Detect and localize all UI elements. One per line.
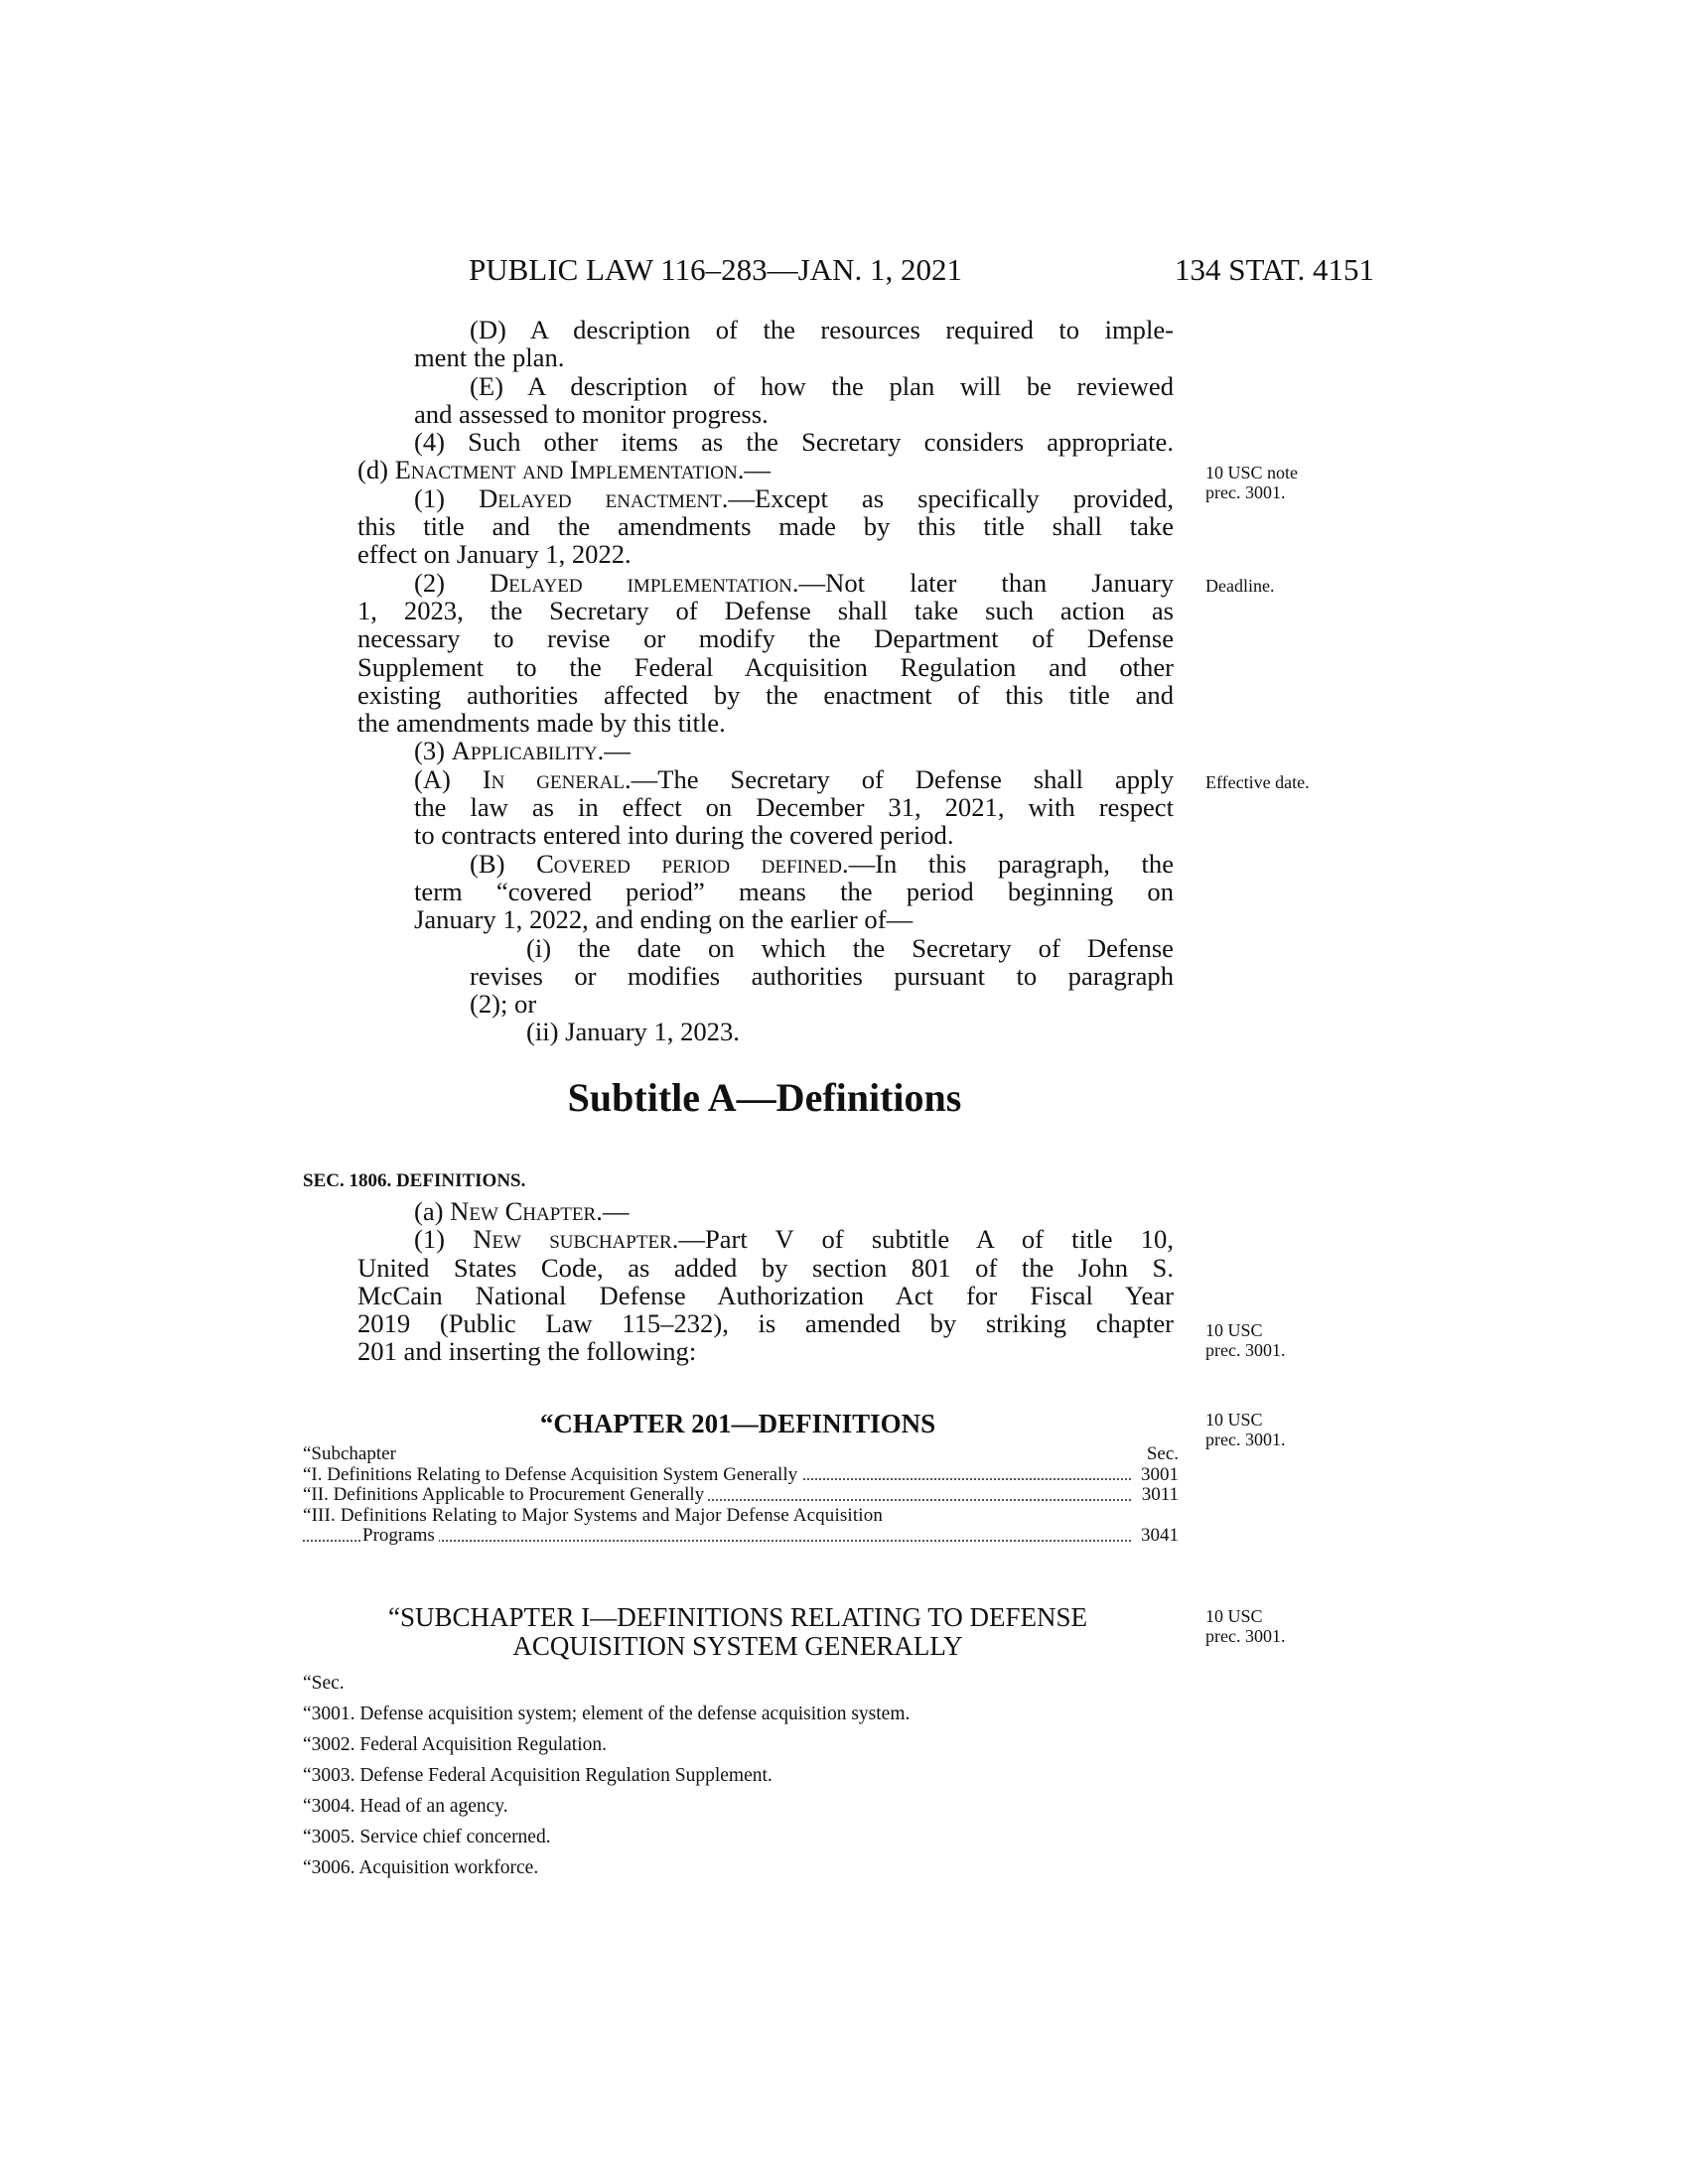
- margin-note-line: prec. 3001.: [1205, 1626, 1286, 1646]
- subchapter-title: [298, 1603, 1178, 1661]
- text-line: McCain National Defense Authorization Act for Fiscal Year: [357, 1280, 1174, 1310]
- margin-note-line: 10 USC: [1205, 1410, 1263, 1430]
- margin-note-line: 10 USC: [1205, 1320, 1263, 1340]
- text-line: (1) New subchapter.—Part V of subtitle A of title 10,: [414, 1224, 1174, 1255]
- text-line: and assessed to monitor progress.: [414, 398, 769, 429]
- header-stat-page: 134 STAT. 4151: [1174, 252, 1374, 287]
- subtitle-heading: Subtitle A—Definitions: [567, 1075, 962, 1120]
- heading-d: (d) Enactment and Implementation.—: [357, 455, 772, 485]
- section-list-item: “3001. Defense acquisition system; element of the defense acquisition system.: [303, 1704, 911, 1724]
- text-line: this title and the amendments made by this title shall take: [357, 511, 1174, 542]
- toc-header: [303, 1444, 1179, 1465]
- toc-row: [303, 1526, 1179, 1547]
- subchapter-title-line: “SUBCHAPTER I—DEFINITIONS RELATING TO DEFENSE: [387, 1602, 1087, 1632]
- text-line: (4) Such other items as the Secretary considers appropriate.: [414, 427, 1174, 458]
- section-list-item: “3003. Defense Federal Acquisition Regulation Supplement.: [303, 1765, 773, 1786]
- margin-note-line: prec. 3001.: [1205, 1430, 1286, 1449]
- text-line: (2); or: [470, 989, 537, 1020]
- toc-row-label: “II. Definitions Applicable to Procurement Generally: [303, 1485, 708, 1506]
- toc-header-num: Sec.: [1141, 1444, 1179, 1465]
- section-list-item: “3004. Head of an agency.: [303, 1796, 508, 1817]
- text-line: the law as in effect on December 31, 2021, with respect: [414, 792, 1174, 823]
- text-line: revises or modifies authorities pursuant to paragraph: [470, 960, 1174, 991]
- subchapter-title-line: ACQUISITION SYSTEM GENERALLY: [512, 1631, 963, 1661]
- margin-note-usc: [1205, 1606, 1285, 1646]
- toc-row: [303, 1506, 1179, 1527]
- toc-row-num: 3041: [1135, 1526, 1179, 1547]
- margin-note-line: 10 USC note: [1205, 463, 1299, 482]
- text-line: (A) In general.—The Secretary of Defense shall apply: [414, 763, 1174, 794]
- margin-note-line: prec. 3001.: [1205, 482, 1286, 502]
- text-line: Supplement to the Federal Acquisition Regulation and other: [357, 651, 1174, 682]
- page-header: [469, 250, 1374, 290]
- text-line: 201 and inserting the following:: [357, 1336, 697, 1367]
- text-line: term “covered period” means the period beginning on: [414, 876, 1174, 906]
- toc-header-label: “Subchapter: [303, 1444, 400, 1465]
- heading-d3: (3) Applicability.—: [414, 736, 631, 766]
- margin-note-line: 10 USC: [1205, 1606, 1263, 1626]
- text-line: (2) Delayed implementation.—Not later than January: [414, 567, 1174, 598]
- text-line: 1, 2023, the Secretary of Defense shall take such action as: [357, 595, 1174, 625]
- margin-note-deadline: Deadline.: [1205, 576, 1275, 596]
- toc-row-num: 3011: [1136, 1485, 1179, 1506]
- text-line: existing authorities affected by the enactment of this title and: [357, 679, 1174, 710]
- chapter-table-of-contents: [303, 1444, 1179, 1547]
- text-line: United States Code, as added by section 801 of the John S.: [357, 1252, 1174, 1283]
- toc-row-label: “I. Definitions Relating to Defense Acquisition System Generally: [303, 1465, 801, 1486]
- text-line: necessary to revise or modify the Department of Defense: [357, 623, 1174, 654]
- text-line: to contracts entered into during the covered period.: [414, 820, 954, 851]
- text-line: (E) A description of how the plan will be reviewed: [470, 370, 1174, 401]
- margin-note-line: prec. 3001.: [1205, 1340, 1286, 1360]
- section-list-item: “3006. Acquisition workforce.: [303, 1857, 539, 1878]
- section-list-item: “3002. Federal Acquisition Regulation.: [303, 1734, 607, 1755]
- body-section-a: [357, 1197, 1174, 1366]
- text-line: January 1, 2022, and ending on the earlier of—: [414, 904, 914, 935]
- toc-row: [303, 1485, 1179, 1506]
- text-line: 2019 (Public Law 115–232), is amended by striking chapter: [357, 1308, 1174, 1339]
- section-list-item: “3005. Service chief concerned.: [303, 1827, 551, 1847]
- toc-row-label: “III. Definitions Relating to Major Systems and Major Defense Acquisition: [303, 1506, 887, 1527]
- text-line: (1) Delayed enactment.—Except as specifically provided,: [414, 482, 1174, 513]
- heading-a: (a) New Chapter.—: [414, 1196, 630, 1226]
- section-heading: SEC. 1806. DEFINITIONS.: [303, 1170, 526, 1191]
- text-line: (B) Covered period defined.—In this paragraph, the: [470, 848, 1175, 879]
- margin-note-usc: [1205, 1410, 1285, 1449]
- body-upper: [357, 316, 1174, 1046]
- text-line: (i) the date on which the Secretary of Defense: [526, 932, 1174, 963]
- text-line: ment the plan.: [414, 342, 565, 373]
- margin-note-usc: [1205, 1320, 1285, 1360]
- toc-row-label: Programs: [362, 1526, 439, 1547]
- margin-note-usc: [1205, 463, 1298, 502]
- header-public-law: PUBLIC LAW 116–283—JAN. 1, 2021: [469, 252, 962, 287]
- toc-row-num: 3001: [1135, 1465, 1179, 1486]
- section-list-label: “Sec.: [303, 1673, 345, 1694]
- toc-row: [303, 1465, 1179, 1486]
- section-list: [303, 1674, 910, 1889]
- text-line: the amendments made by this title.: [357, 708, 726, 739]
- margin-note-effective-date: Effective date.: [1205, 772, 1310, 792]
- text-line: effect on January 1, 2022.: [357, 539, 632, 570]
- chapter-title: “CHAPTER 201—DEFINITIONS: [539, 1409, 936, 1438]
- text-line: (D) A description of the resources required to imple-: [470, 315, 1174, 344]
- text-line: (ii) January 1, 2023.: [526, 1017, 740, 1047]
